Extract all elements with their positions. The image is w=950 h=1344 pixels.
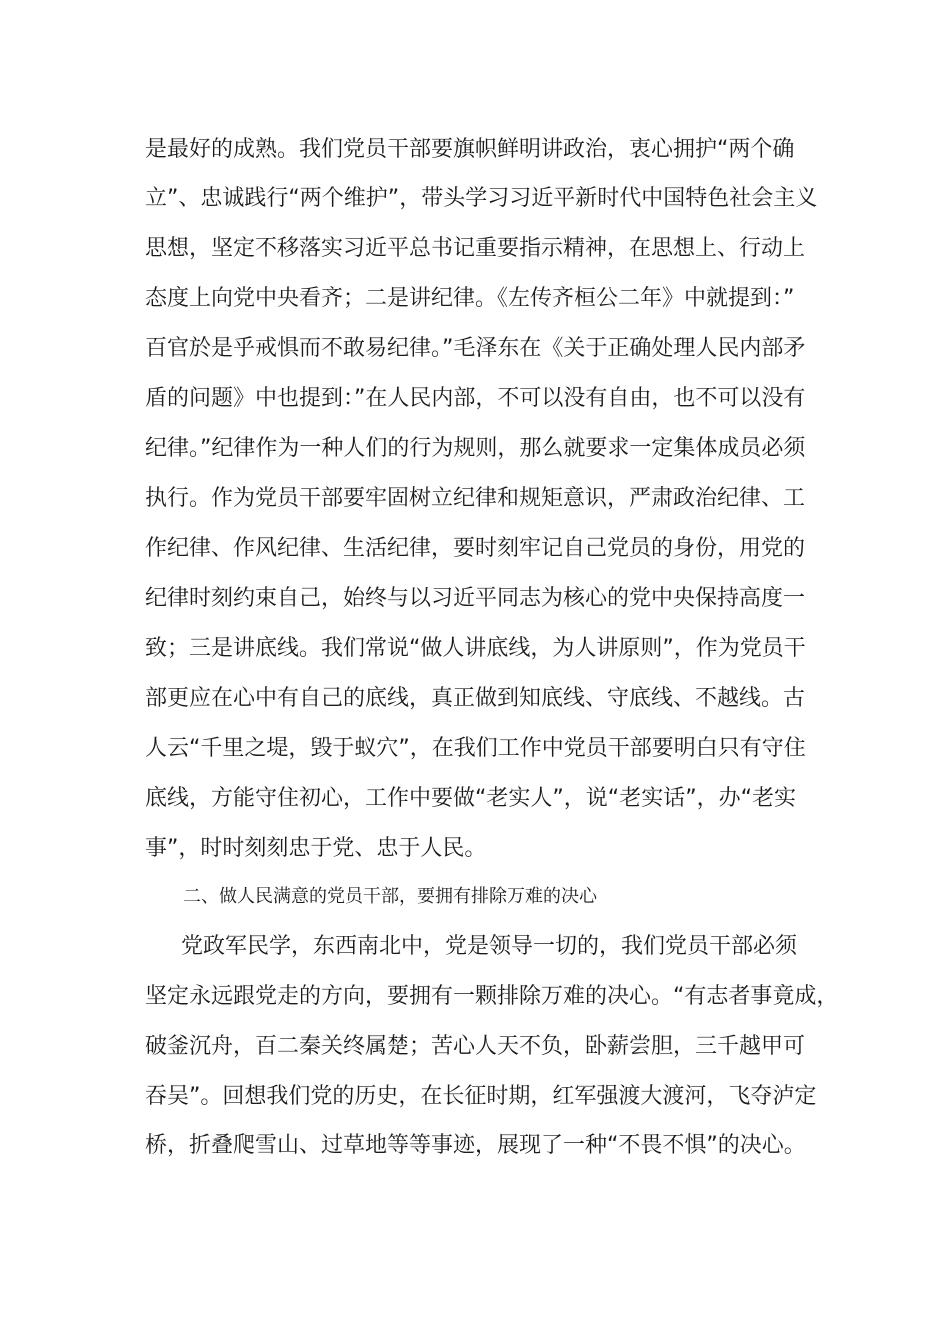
- paragraph-1-line: 作纪律、作风纪律、生活纪律，要时刻牢记自己党员的身份，用党的: [145, 536, 806, 561]
- paragraph-1-line: 部更应在心中有自己的底线，真正做到知底线、守底线、不越线。古: [145, 686, 806, 711]
- paragraph-1-line: 思想，坚定不移落实习近平总书记重要指示精神，在思想上、行动上: [145, 236, 806, 261]
- paragraph-1-line: 是最好的成熟。我们党员干部要旗帜鲜明讲政治，衷心拥护“两个确: [145, 137, 795, 162]
- paragraph-1-line: 执行。作为党员干部要牢固树立纪律和规矩意识，严肃政治纪律、工: [145, 486, 806, 511]
- paragraph-1-line: 百官於是乎戒惧而不敢易纪律。”毛泽东在《关于正确处理人民内部矛: [145, 336, 806, 361]
- paragraph-2-line: 破釜沉舟，百二秦关终属楚；苦心人天不负，卧薪尝胆，三千越甲可: [145, 1034, 806, 1059]
- paragraph-2-line: 桥，折叠爬雪山、过草地等等事迹，展现了一种“不畏不惧”的决心。: [145, 1133, 806, 1158]
- paragraph-1-line: 致；三是讲底线。我们常说“做人讲底线，为人讲原则”，作为党员干: [145, 636, 806, 661]
- paragraph-1-line: 立”、忠诚践行“两个维护”，带头学习习近平新时代中国特色社会主义: [145, 186, 818, 211]
- paragraph-2-line: 坚定永远跟党走的方向，要拥有一颗排除万难的决心。“有志者事竟成，: [145, 984, 839, 1009]
- paragraph-1-line: 底线，方能守住初心，工作中要做“老实人”，说“老实话”，办“老实: [145, 786, 796, 811]
- section-heading: 二、做人民满意的党员干部，要拥有排除万难的决心: [183, 886, 597, 907]
- paragraph-2-line: 党政军民学，东西南北中，党是领导一切的，我们党员干部必须: [181, 934, 798, 959]
- paragraph-1-line: 态度上向党中央看齐；二是讲纪律。《左传齐桓公二年》中就提到：”: [145, 286, 795, 311]
- paragraph-2-line: 吞吴”。回想我们党的历史，在长征时期，红军强渡大渡河，飞夺泸定: [145, 1084, 817, 1109]
- paragraph-1-line: 纪律。”纪律作为一种人们的行为规则，那么就要求一定集体成员必须: [145, 436, 806, 461]
- paragraph-1-line: 纪律时刻约束自己，始终与以习近平同志为核心的党中央保持高度一: [145, 586, 806, 611]
- paragraph-1-line: 盾的问题》中也提到：”在人民内部，不可以没有自由，也不可以没有: [145, 386, 806, 411]
- paragraph-1-line: 人云“千里之堤，毁于蚁穴”，在我们工作中党员干部要明白只有守住: [145, 736, 806, 761]
- paragraph-1-line: 事”，时时刻刻忠于党、忠于人民。: [145, 836, 487, 861]
